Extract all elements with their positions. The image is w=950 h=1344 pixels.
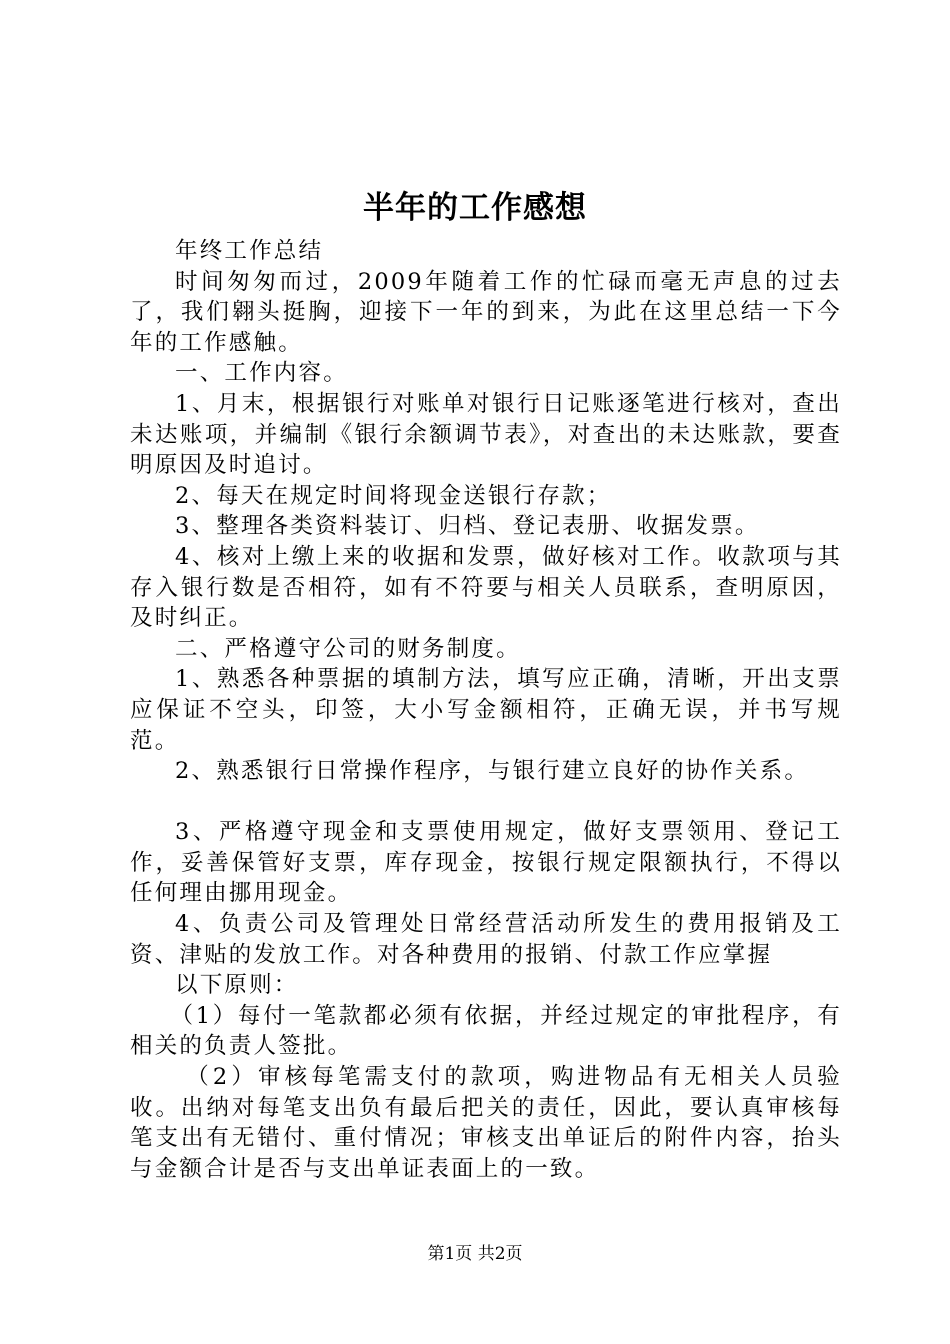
document-title: 半年的工作感想 bbox=[363, 190, 587, 226]
paragraph-item-4: 4、核对上缴上来的收据和发票，做好核对工作。收款项与其存入银行数是否相符，如有不符要与相关人员联系，查明原因，及时纠正。 bbox=[130, 543, 842, 632]
page-footer: 第1页 共2页 bbox=[427, 1244, 523, 1264]
document-body bbox=[130, 236, 842, 1184]
paragraph-item-2: 2、每天在规定时间将现金送银行存款； bbox=[175, 482, 612, 509]
paragraph-principles-label: 以下原则： bbox=[175, 972, 299, 999]
paragraph-principle-2: （2）审核每笔需支付的款项，购进物品有无相关人员验收。出纳对每笔支出负有最后把关的责任，因此，要认真审核每笔支出有无错付、重付情况；审核支出单证后的附件内容，抬头与金额合计是否与支出单证表面上的一致。 bbox=[130, 1064, 842, 1182]
paragraph-item-1: 1、月末，根据银行对账单对银行日记账逐笔进行核对，查出未达账项，并编制《银行余额调节表》，对查出的未达账款，要查明原因及时追讨。 bbox=[130, 390, 842, 479]
paragraph-subtitle: 年终工作总结 bbox=[175, 238, 324, 264]
paragraph-rule-2: 2、熟悉银行日常操作程序，与银行建立良好的协作关系。 bbox=[175, 758, 810, 785]
section-heading-work-content: 一、工作内容。 bbox=[175, 360, 348, 387]
section-heading-finance-rules: 二、严格遵守公司的财务制度。 bbox=[175, 635, 521, 662]
paragraph-item-3: 3、整理各类资料装订、归档、登记表册、收据发票。 bbox=[175, 513, 760, 540]
paragraph-rule-1: 1、熟悉各种票据的填制方法，填写应正确，清晰，开出支票应保证不空头，印签，大小写金额相符，正确无误，并书写规范。 bbox=[130, 666, 842, 754]
paragraph-rule-4: 4、负责公司及管理处日常经营活动所发生的费用报销及工资、津贴的发放工作。对各种费用的报销、付款工作应掌握 bbox=[130, 911, 842, 968]
paragraph-principle-1: （1）每付一笔款都必须有依据，并经过规定的审批程序，有相关的负责人签批。 bbox=[130, 1002, 842, 1060]
paragraph-rule-3: 3、严格遵守现金和支票使用规定，做好支票领用、登记工作，妥善保管好支票，库存现金，按银行规定限额执行，不得以任何理由挪用现金。 bbox=[130, 819, 842, 907]
paragraph-intro: 时间匆匆而过，2009年随着工作的忙碌而毫无声息的过去了，我们翱头挺胸，迎接下一年的到来，为此在这里总结一下今年的工作感触。 bbox=[130, 268, 842, 356]
